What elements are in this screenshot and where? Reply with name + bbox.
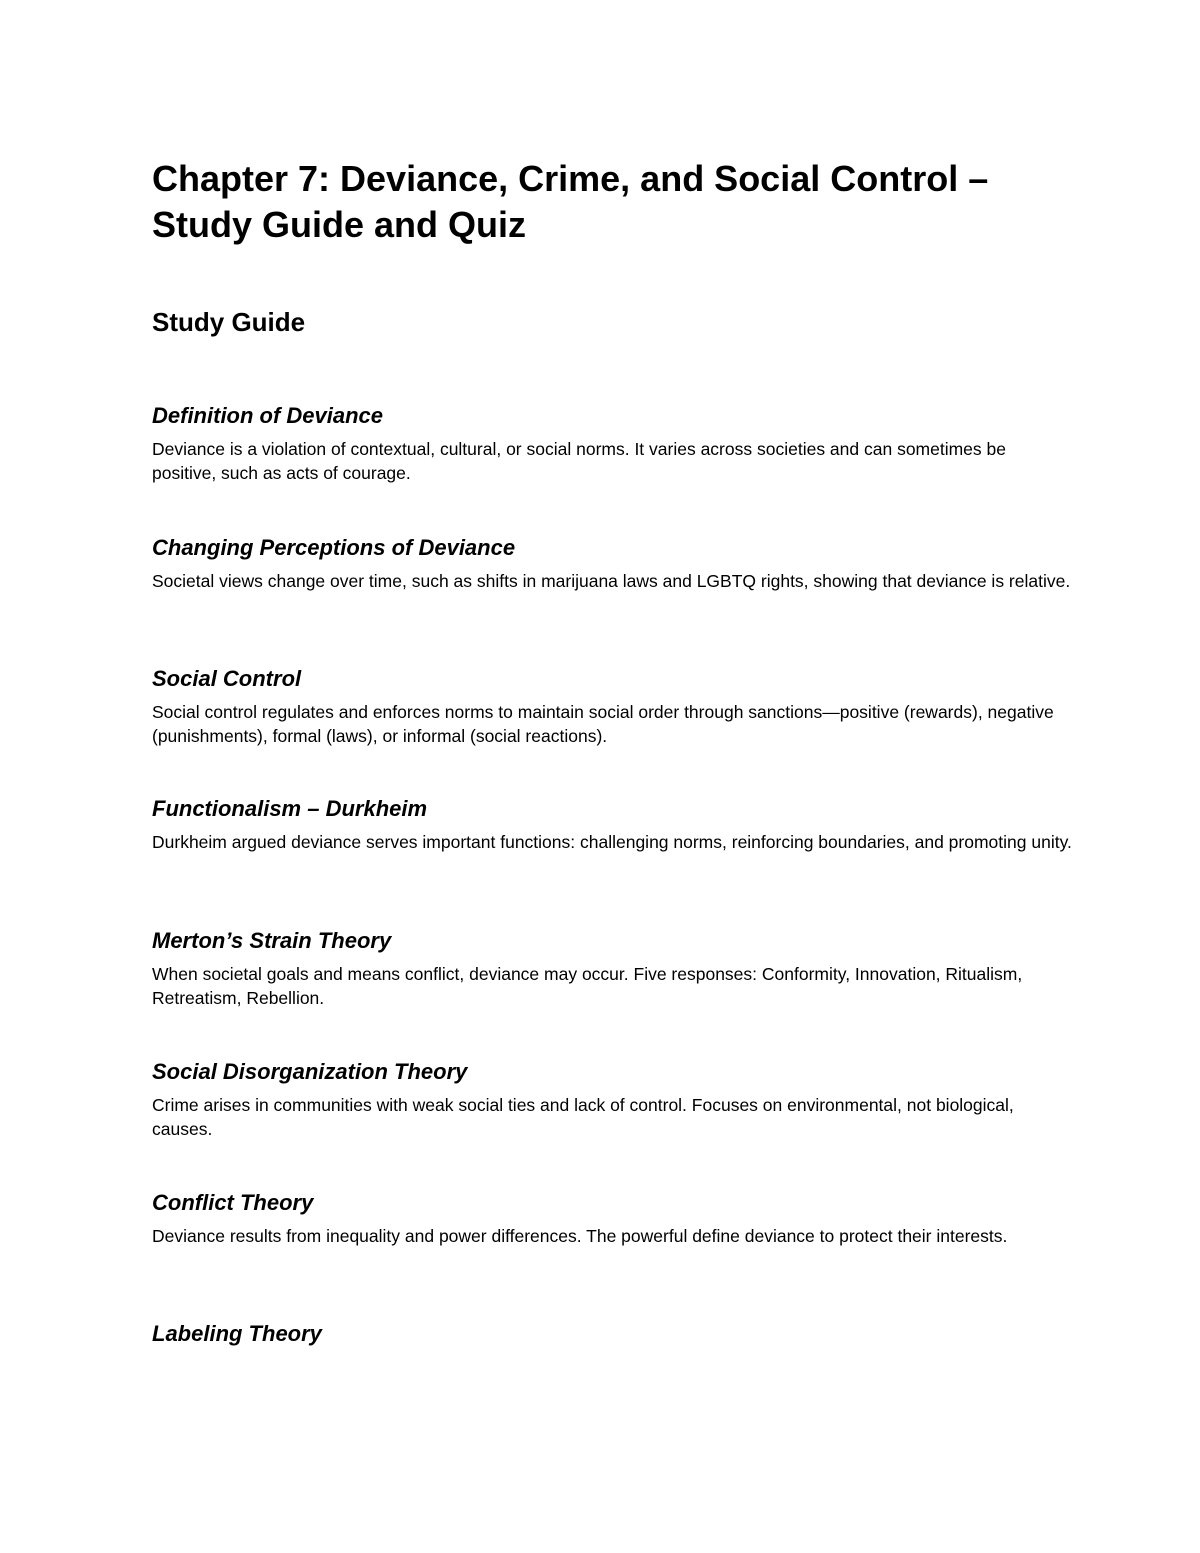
subsection-body: Crime arises in communities with weak social ties and lack of control. Focuses on environmental, not biological, causes. bbox=[152, 1095, 1014, 1139]
subsection-heading: Social Disorganization Theory bbox=[152, 1059, 468, 1084]
section-heading-study-guide: Study Guide bbox=[152, 307, 306, 337]
subsection-heading: Labeling Theory bbox=[152, 1321, 322, 1346]
subsection-heading: Definition of Deviance bbox=[152, 403, 384, 428]
section-conflict-theory bbox=[152, 1189, 1072, 1248]
subsection-body: Deviance results from inequality and power differences. The powerful define deviance to protect their interests. bbox=[152, 1226, 1008, 1246]
section-definition-of-deviance bbox=[152, 402, 1072, 485]
page-title: Chapter 7: Deviance, Crime, and Social Control – Study Guide and Quiz bbox=[152, 158, 989, 245]
section-social-control bbox=[152, 665, 1072, 748]
subsection-heading: Merton’s Strain Theory bbox=[152, 928, 392, 953]
section-labeling-theory bbox=[152, 1320, 1072, 1348]
subsection-body: Durkheim argued deviance serves important functions: challenging norms, reinforcing boundaries, and promoting unity. bbox=[152, 832, 1072, 852]
subsection-heading: Conflict Theory bbox=[152, 1190, 314, 1215]
subsection-body: Deviance is a violation of contextual, cultural, or social norms. It varies across societies and can sometimes be positive, such as acts of courage. bbox=[152, 439, 1006, 483]
subsection-heading: Changing Perceptions of Deviance bbox=[152, 535, 516, 560]
subsection-body: When societal goals and means conflict, deviance may occur. Five responses: Conformity, Innovation, Ritualism, Retreatism, Rebellion. bbox=[152, 964, 1023, 1008]
section-changing-perceptions bbox=[152, 534, 1072, 593]
section-mertons-strain-theory bbox=[152, 927, 1072, 1010]
subsection-body: Social control regulates and enforces norms to maintain social order through sanctions—positive (rewards), negative (punishments), formal (laws), or informal (social reactions). bbox=[152, 702, 1054, 746]
subsection-body: Societal views change over time, such as shifts in marijuana laws and LGBTQ rights, showing that deviance is relative. bbox=[152, 571, 1071, 591]
section-social-disorganization-theory bbox=[152, 1058, 1072, 1141]
subsection-heading: Social Control bbox=[152, 666, 302, 691]
subsection-heading: Functionalism – Durkheim bbox=[152, 796, 428, 821]
section-functionalism-durkheim bbox=[152, 795, 1072, 854]
